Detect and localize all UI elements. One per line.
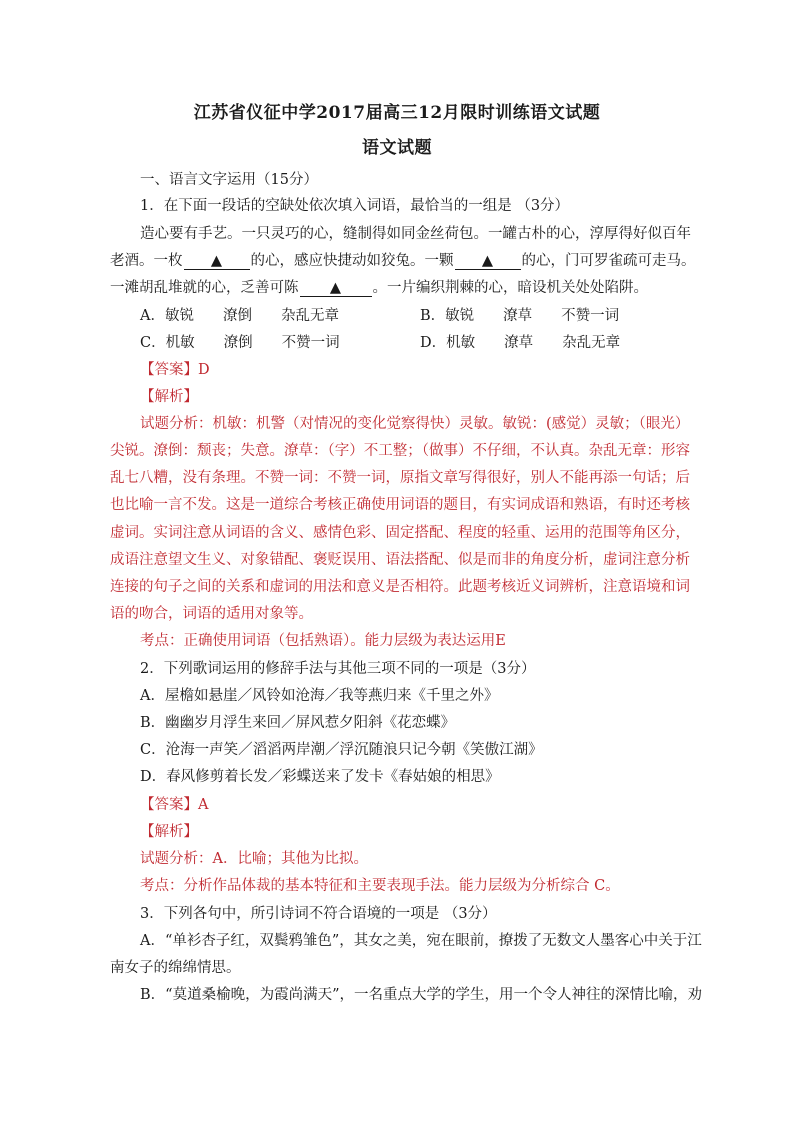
analysis-line: 连接的句子之间的关系和虚词的用法和意义是否相符。此题考核近义词辨析，注意语境和词 [110,579,690,595]
question-1-passage-line [110,278,648,298]
option-c: C．沧海一声笑／滔滔两岸潮／浮沉随浪只记今朝《笑傲江湖》 [140,742,543,758]
passage-text: 。一片编织荆棘的心，暗设机关处处陷阱。 [372,280,648,296]
knowledge-point: 考点：正确使用词语（包括熟语）。能力层级为表达运用E [140,633,506,649]
analysis-line: 试题分析：机敏：机警（对情况的变化觉察得快）灵敏。敏锐：(感觉）灵敏；（眼光） [140,416,690,432]
option-b: B．幽幽岁月浮生来回／屏风惹夕阳斜《花恋蝶》 [140,715,456,731]
knowledge-point: 考点：分析作品体裁的基本特征和主要表现手法。能力层级为分析综合 C。 [140,878,620,894]
blank-1: ▲ [184,254,250,270]
question-3-stem: 3．下列各句中，所引诗词不符合语境的一项是 （3分） [140,906,497,922]
option-a: A．敏锐 潦倒 杂乱无章 [140,308,339,324]
document-subtitle: 语文试题 [362,138,432,158]
option-a-continued: 南女子的绵绵情思。 [110,960,241,976]
analysis-line: 乱七八糟，没有条理。不赞一词：不赞一词，原指文章写得很好，别人不能再添一句话；后 [110,470,690,486]
document-title: 江苏省仪征中学2017届高三12月限时训练语文试题 [193,103,601,123]
passage-text: 一滩胡乱堆就的心，乏善可陈 [110,280,299,296]
option-b: B．“莫道桑榆晚，为霞尚满天”，一名重点大学的学生，用一个令人神往的深情比喻，劝 [140,987,702,1003]
option-a: A．“单衫杏子红，双鬓鸦雏色”，其女之美，宛在眼前，撩拨了无数文人墨客心中关于江 [140,933,702,949]
analysis-line: 语的吻合，词语的适用对象等。 [110,606,313,622]
passage-text: 的心，门可罗雀疏可走马。 [521,253,696,269]
option-a: A．屋檐如悬崖／风铃如沧海／我等燕归来《千里之外》 [140,688,499,704]
question-2-stem: 2．下列歌词运用的修辞手法与其他三项不同的一项是（3分） [140,661,536,677]
answer-label: 【答案】D [140,362,210,378]
analysis-line: 尖锐。潦倒：颓丧；失意。潦草：（字）不工整；（做事）不仔细，不认真。杂乱无章：形容 [110,443,690,459]
analysis-line: 成语注意望文生义、对象错配、褒贬误用、语法搭配、似是而非的角度分析，虚词注意分析 [110,552,690,568]
analysis-line: 也比喻一言不发。这是一道综合考核正确使用词语的题目，有实词成语和熟语，有时还考核 [110,497,690,513]
blank-3: ▲ [300,281,372,297]
question-1-stem: 1．在下面一段话的空缺处依次填入词语，最恰当的一组是 （3分） [140,198,570,214]
passage-text: 的心，感应快捷动如狡兔。一颗 [250,253,454,269]
passage-text: 老酒。一枚 [110,253,183,269]
analysis-label: 【解析】 [140,389,198,405]
question-1-passage-line: 造心要有手艺。一只灵巧的心，缝制得如同金丝荷包。一罐古朴的心，淳厚得好似百年 [140,226,691,242]
analysis-line: 虚词。实词注意从词语的含义、感情色彩、固定搭配、程度的轻重、运用的范围等角区分， [110,525,690,541]
analysis-line: 试题分析：A．比喻；其他为比拟。 [140,851,368,867]
option-c: C．机敏 潦倒 不赞一词 [140,335,340,351]
analysis-label: 【解析】 [140,824,198,840]
answer-label: 【答案】A [140,797,209,813]
option-d: D．机敏 潦草 杂乱无章 [420,335,621,351]
option-b: B．敏锐 潦草 不赞一词 [420,308,620,324]
option-d: D．春风修剪着长发／彩蝶送来了发卡《春姑娘的相思》 [140,769,500,785]
question-1-passage-line [110,251,696,271]
blank-2: ▲ [455,254,521,270]
section-heading: 一、语言文字运用（15分） [140,172,318,188]
